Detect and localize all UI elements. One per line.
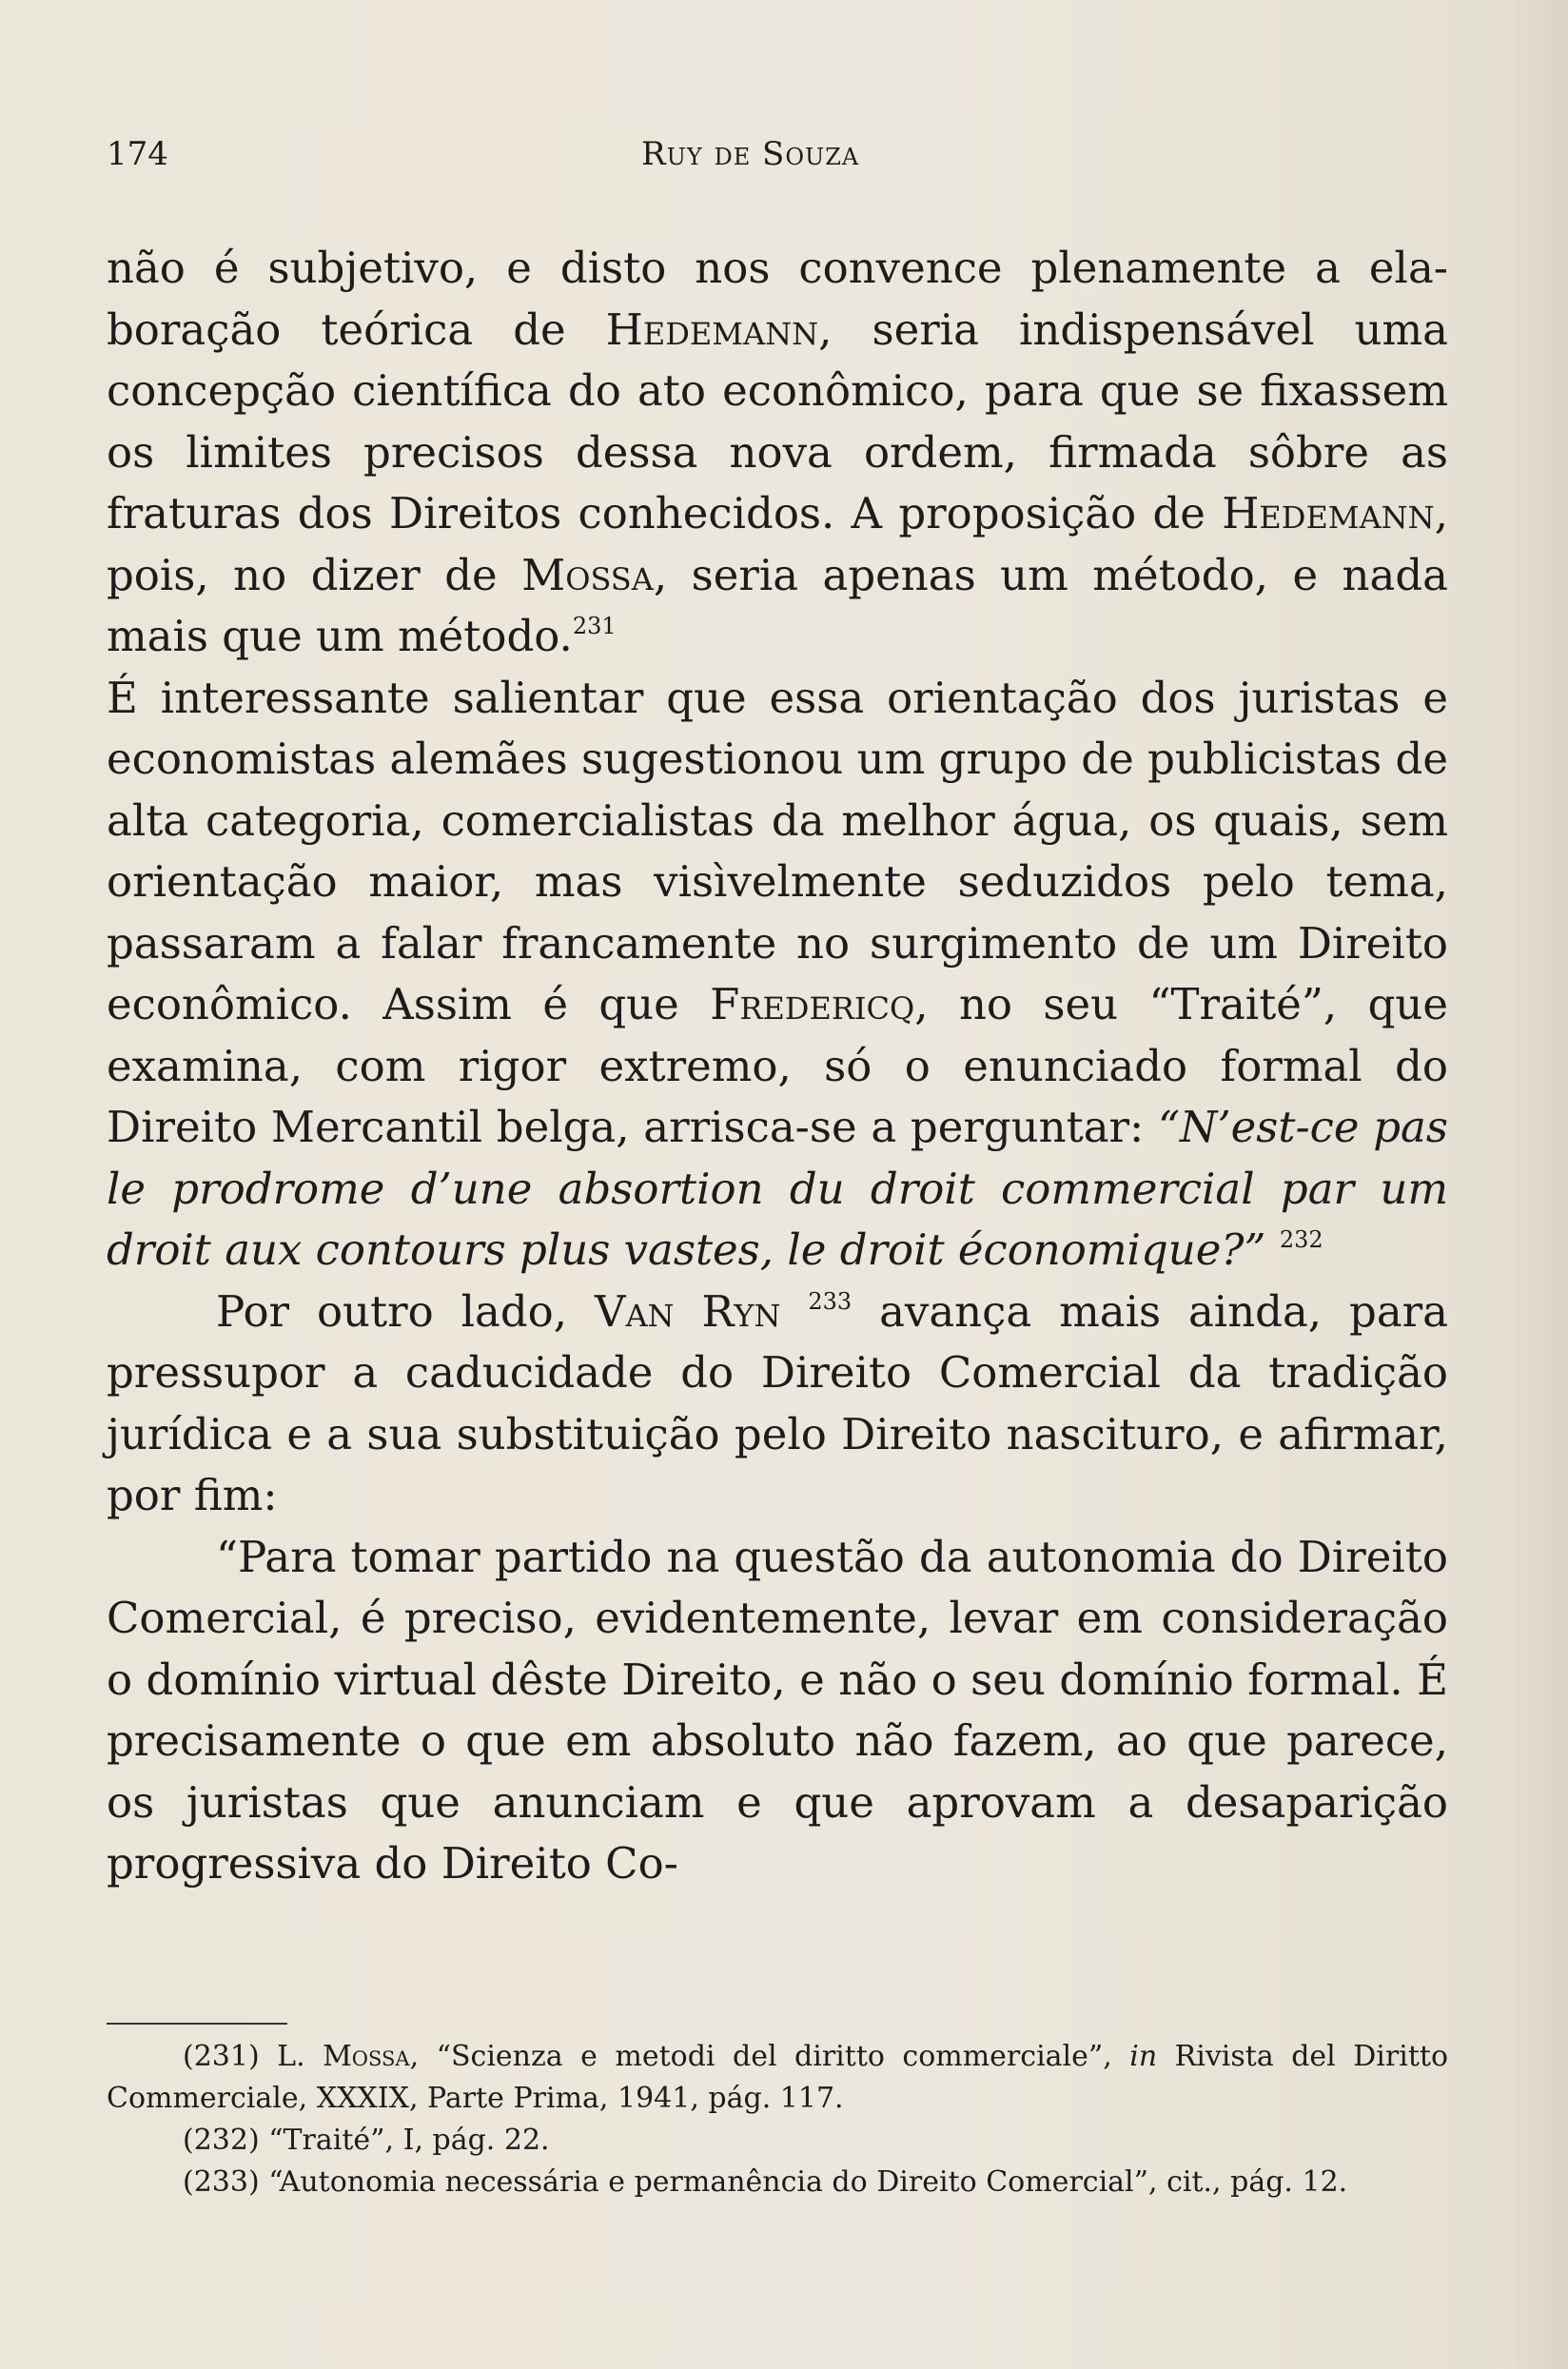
footnote-232: (232) “Traité”, I, pág. 22. — [183, 2124, 550, 2157]
french-quote: “N’est-ce pas le prodrome d’une absortion du droit commercial par um droit aux contours plus vastes, le droit économique?” — [107, 1102, 1448, 1275]
paragraph-3: Por outro lado, Van Ryn $^{233}$ avança mais ainda, para pressupor a caducidade do Direito Comercial da tradição jurídica e a sua substituição pelo Direito nascituro, e afirmar, por fim: — [107, 1285, 1448, 1520]
author-name: Van Ryn — [594, 1285, 781, 1337]
paragraph-4-quote: “Para tomar partido na questão da autonomia do Direito Comercial, é preciso, evidentemente, levar em consideração o domínio virtual dêste Direito, e não o seu domínio formal. É precisamente o que em absoluto não fazem, ao que parece, os juristas que anunciam e que aprovam a desaparição progressiva do Direito Co- — [107, 1531, 1448, 1889]
author-name: Hedemann — [605, 303, 819, 355]
paragraph-2: É interessante salientar que essa orientação dos juristas e economistas alemães sugestionou um grupo de publicistas de alta categoria, comercialistas da melhor água, os quais, sem orientação maior, mas visìvelmente seduzidos pelo tema, passaram a falar francamente no surgimento de um Direito econômico. Assim é que Fredericq, no seu “Traité”, que examina, com rigor extremo, só o enunciado formal do Direito Mercantil belga, arrisca-se a perguntar: “N’est-ce pas le prodrome d’une absortion du droit commercial par um droit aux contours plus vastes, le droit économique?” $^{232}$ — [107, 672, 1449, 1275]
footnotes — [107, 2036, 1448, 2203]
footnote-divider — [107, 2023, 287, 2025]
footnote-231: (231) L. Mossa, “Scienza e metodi del diritto commerciale”, in Rivista del Diritto Commerciale, XXXIX, Parte Prima, 1941, pág. 117. — [107, 2040, 1449, 2115]
footnote-ref: 231 — [572, 613, 617, 639]
footnote-233: (233) “Autonomia necessária e permanência do Direito Comercial”, cit., pág. 12. — [183, 2165, 1348, 2199]
running-head: Ruy de Souza — [641, 135, 860, 173]
author-name: Fredericq — [710, 979, 915, 1029]
page-number: 174 — [107, 135, 168, 173]
page-header — [107, 135, 1458, 183]
footnote-ref: 233 — [808, 1287, 853, 1315]
body-text — [107, 238, 1448, 1895]
author-name: Hedemann — [1222, 488, 1435, 538]
paragraph-1: não é subjetivo, e disto nos convence plenamente a elaboração teórica de Hedemann, seria indispensável uma concepção científica do ato econômico, para que se fixassem os limites precisos dessa nova ordem, firmada sôbre as fraturas dos Direitos conhecidos. A proposição de Hedemann, pois, no dizer de Mossa, seria apenas um método, e nada mais que um método.$^{231}$ — [107, 243, 1449, 661]
author-name: Mossa — [521, 549, 654, 600]
page-edge-shadow — [1501, 0, 1568, 2369]
footnote-ref: 232 — [1279, 1226, 1323, 1253]
